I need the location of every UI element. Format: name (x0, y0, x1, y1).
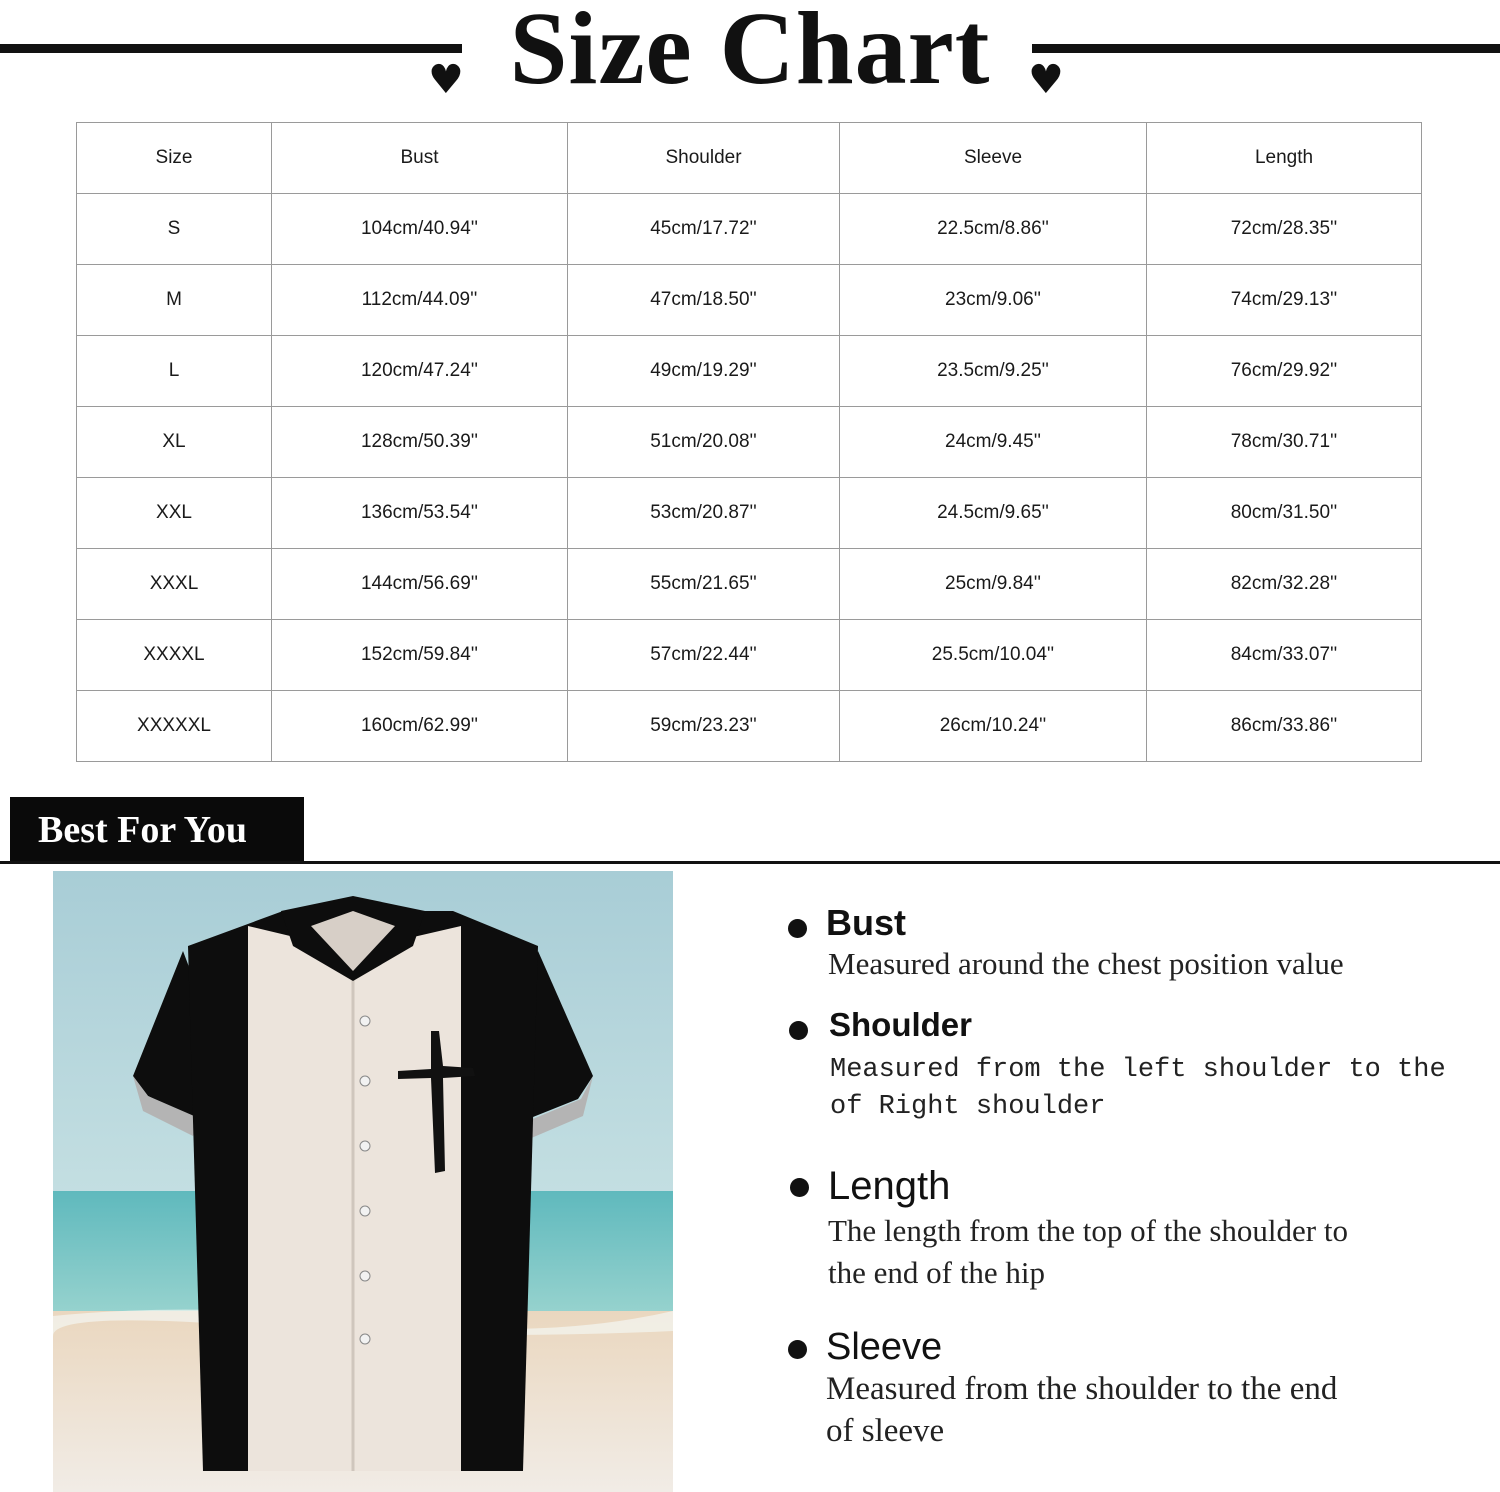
table-cell: 160cm/62.99'' (272, 691, 568, 762)
table-cell: 144cm/56.69'' (272, 549, 568, 620)
table-cell: 23.5cm/9.25'' (840, 336, 1147, 407)
table-cell: 120cm/47.24'' (272, 336, 568, 407)
table-row (77, 549, 1422, 620)
section-banner: Best For You (10, 797, 304, 863)
table-cell: S (77, 194, 272, 265)
table-row (77, 478, 1422, 549)
table-row (77, 336, 1422, 407)
table-cell: 84cm/33.07'' (1147, 620, 1422, 691)
table-cell: 112cm/44.09'' (272, 265, 568, 336)
table-cell: 78cm/30.71'' (1147, 407, 1422, 478)
table-cell: L (77, 336, 272, 407)
table-cell: 104cm/40.94'' (272, 194, 568, 265)
bullet-icon (789, 1021, 808, 1040)
table-cell: 25.5cm/10.04'' (840, 620, 1147, 691)
section-rule (0, 861, 1500, 864)
definition-desc: Measured around the chest position value (828, 946, 1344, 981)
table-cell: 26cm/10.24'' (840, 691, 1147, 762)
table-cell: XXXL (77, 549, 272, 620)
table-cell: M (77, 265, 272, 336)
table-cell: 152cm/59.84'' (272, 620, 568, 691)
table-cell: 24cm/9.45'' (840, 407, 1147, 478)
table-cell: XXL (77, 478, 272, 549)
table-cell: 55cm/21.65'' (568, 549, 840, 620)
table-cell: 59cm/23.23'' (568, 691, 840, 762)
definition-term: Length (828, 1164, 951, 1208)
definition-desc: Measured from the left shoulder to the (830, 1055, 1446, 1085)
column-header: Shoulder (568, 123, 840, 194)
product-photo (53, 871, 673, 1492)
definition-desc: of sleeve (826, 1413, 945, 1449)
definition-term: Shoulder (829, 1006, 973, 1043)
table-cell: 76cm/29.92'' (1147, 336, 1422, 407)
definition-desc: of Right shoulder (830, 1092, 1106, 1122)
table-cell: 136cm/53.54'' (272, 478, 568, 549)
table-cell: 86cm/33.86'' (1147, 691, 1422, 762)
table-cell: 22.5cm/8.86'' (840, 194, 1147, 265)
table-cell: 53cm/20.87'' (568, 478, 840, 549)
table-cell: XXXXL (77, 620, 272, 691)
table-cell: 82cm/32.28'' (1147, 549, 1422, 620)
page-title: Size Chart (509, 0, 991, 106)
table-cell: XL (77, 407, 272, 478)
table-cell: 51cm/20.08'' (568, 407, 840, 478)
table-cell: 47cm/18.50'' (568, 265, 840, 336)
table-cell: 72cm/28.35'' (1147, 194, 1422, 265)
column-header: Size (77, 123, 272, 194)
table-cell: 80cm/31.50'' (1147, 478, 1422, 549)
column-header: Sleeve (840, 123, 1147, 194)
definition-term: Sleeve (826, 1326, 943, 1368)
shirt-on-beach-illustration (53, 871, 673, 1492)
definition-term: Bust (826, 902, 906, 943)
bullet-icon (788, 919, 807, 938)
table-cell: 25cm/9.84'' (840, 549, 1147, 620)
table-row (77, 620, 1422, 691)
table-row (77, 407, 1422, 478)
definition-desc: the end of the hip (828, 1255, 1045, 1290)
table-cell: 57cm/22.44'' (568, 620, 840, 691)
table-header-row (77, 123, 1422, 194)
table-row (77, 691, 1422, 762)
column-header: Bust (272, 123, 568, 194)
table-cell: XXXXXL (77, 691, 272, 762)
table-cell: 74cm/29.13'' (1147, 265, 1422, 336)
table-row (77, 265, 1422, 336)
bullet-icon (788, 1340, 807, 1359)
table-cell: 128cm/50.39'' (272, 407, 568, 478)
column-header: Length (1147, 123, 1422, 194)
bullet-icon (790, 1178, 809, 1197)
table-cell: 24.5cm/9.65'' (840, 478, 1147, 549)
table-cell: 49cm/19.29'' (568, 336, 840, 407)
table-cell: 45cm/17.72'' (568, 194, 840, 265)
heart-icon: ♥ (1028, 57, 1064, 103)
table-cell: 23cm/9.06'' (840, 265, 1147, 336)
table-row (77, 194, 1422, 265)
definition-desc: The length from the top of the shoulder to (828, 1213, 1348, 1248)
heart-icon: ♥ (428, 57, 464, 103)
size-table (76, 122, 1422, 762)
definition-desc: Measured from the shoulder to the end (826, 1371, 1338, 1407)
